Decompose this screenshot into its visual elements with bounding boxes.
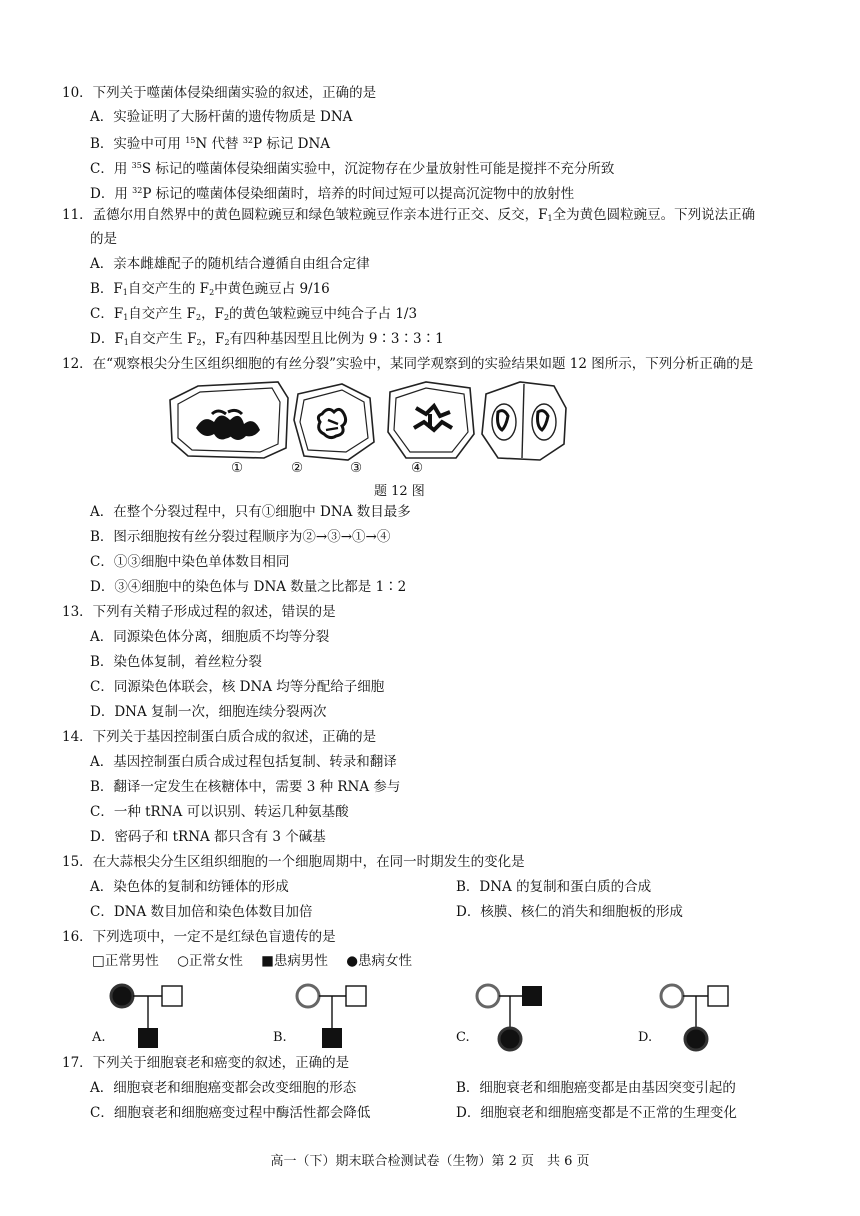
pedigree-label-b: B. bbox=[273, 1030, 287, 1045]
figure-caption: 题 12 图 bbox=[374, 484, 425, 499]
q10-option-d: D．用 $^{32}$P 标记的噬菌体侵染细菌时，培养的时间过短可以提高沉淀物中的放射性 bbox=[90, 186, 575, 202]
pedigree-b bbox=[290, 978, 370, 1052]
q12-option-c: C．①③细胞中染色单体数目相同 bbox=[90, 554, 290, 570]
pedigree-d bbox=[656, 978, 736, 1054]
legend-normal-male: □正常男性 bbox=[92, 953, 159, 969]
q14-stem: 14．下列关于基因控制蛋白质合成的叙述，正确的是 bbox=[62, 729, 377, 745]
q11-option-c: C．$F_1$自交产生 $F_2$，$F_2$的黄色皱粒豌豆中纯合子占 1/3 bbox=[90, 306, 418, 322]
q16-stem: 16．下列选项中，一定不是红绿色盲遗传的是 bbox=[62, 929, 336, 945]
q11-stem: 11．孟德尔用自然界中的黄色圆粒豌豆和绿色皱粒豌豆作亲本进行正交、反交，$F_1$全为黄色圆粒豌豆。下列说法正确 bbox=[62, 207, 756, 223]
pedigree-c bbox=[472, 978, 552, 1054]
q14-option-c: C．一种 tRNA 可以识别、转运几种氨基酸 bbox=[90, 804, 349, 820]
q17-option-a: A．细胞衰老和细胞癌变都会改变细胞的形态 bbox=[90, 1080, 357, 1096]
q12-option-b: B．图示细胞按有丝分裂过程顺序为②→③→①→④ bbox=[90, 529, 391, 545]
legend-normal-female: ○正常女性 bbox=[177, 953, 243, 969]
q12-option-a: A．在整个分裂过程中，只有①细胞中 DNA 数目最多 bbox=[90, 504, 411, 520]
legend-affected-female: ●患病女性 bbox=[346, 953, 412, 969]
q13-option-b: B．染色体复制，着丝粒分裂 bbox=[90, 654, 262, 670]
q11-stem-cont: 的是 bbox=[90, 231, 117, 247]
page-footer: 高一（下）期末联合检测试卷（生物）第 2 页 共 6 页 bbox=[270, 1154, 590, 1169]
q10-option-c: C．用 $^{35}$S 标记的噬菌体侵染细菌实验中，沉淀物存在少量放射性可能是搅拌不充分所致 bbox=[90, 161, 615, 177]
q15-stem: 15．在大蒜根尖分生区组织细胞的一个细胞周期中，在同一时期发生的变化是 bbox=[62, 854, 525, 870]
pedigree-a bbox=[104, 978, 184, 1052]
q11-option-d: D．$F_1$自交产生 $F_2$，$F_2$有四种基因型且比例为 9∶3∶3∶1 bbox=[90, 331, 444, 347]
q12-option-d: D．③④细胞中的染色体与 DNA 数量之比都是 1∶2 bbox=[90, 579, 407, 595]
q15-option-b: B．DNA 的复制和蛋白质的合成 bbox=[456, 879, 652, 895]
pedigree-label-a: A. bbox=[92, 1030, 106, 1045]
figure-label-3: ③ bbox=[350, 460, 363, 476]
legend-affected-male: ■患病男性 bbox=[261, 953, 328, 969]
q10-stem: 10．下列关于噬菌体侵染细菌实验的叙述，正确的是 bbox=[62, 85, 377, 101]
q14-option-b: B．翻译一定发生在核糖体中，需要 3 种 RNA 参与 bbox=[90, 779, 401, 795]
q10-option-a: A．实验证明了大肠杆菌的遗传物质是 DNA bbox=[90, 109, 353, 125]
q17-option-b: B．细胞衰老和细胞癌变都是由基因突变引起的 bbox=[456, 1080, 736, 1096]
q13-stem: 13．下列有关精子形成过程的叙述，错误的是 bbox=[62, 604, 336, 620]
q11-option-b: B．$F_1$自交产生的 $F_2$中黄色豌豆占 9/16 bbox=[90, 281, 330, 297]
q15-option-a: A．染色体的复制和纺锤体的形成 bbox=[90, 879, 289, 895]
q10-option-b: B．实验中可用 $^{15}$N 代替 $^{32}$P 标记 DNA bbox=[90, 136, 331, 152]
cell-4 bbox=[482, 382, 566, 460]
q17-stem: 17．下列关于细胞衰老和癌变的叙述，正确的是 bbox=[62, 1055, 350, 1071]
q13-option-d: D．DNA 复制一次，细胞连续分裂两次 bbox=[90, 704, 327, 720]
q14-option-d: D．密码子和 tRNA 都只含有 3 个碱基 bbox=[90, 829, 326, 845]
pedigree-label-d: D. bbox=[638, 1030, 653, 1045]
q12-stem: 12．在“观察根尖分生区组织细胞的有丝分裂”实验中，某同学观察到的实验结果如题 12 图所示，下列分析正确的是 bbox=[62, 356, 754, 372]
q13-option-a: A．同源染色体分离，细胞质不均等分裂 bbox=[90, 629, 330, 645]
cell-3 bbox=[388, 382, 474, 458]
mitosis-cells-figure bbox=[168, 378, 568, 464]
q17-option-c: C．细胞衰老和细胞癌变过程中酶活性都会降低 bbox=[90, 1105, 371, 1121]
pedigree-legend bbox=[92, 952, 426, 970]
cell-1 bbox=[170, 382, 288, 458]
q15-option-c: C．DNA 数目加倍和染色体数目加倍 bbox=[90, 904, 313, 920]
figure-label-4: ④ bbox=[411, 460, 424, 476]
q14-option-a: A．基因控制蛋白质合成过程包括复制、转录和翻译 bbox=[90, 754, 397, 770]
q15-option-d: D．核膜、核仁的消失和细胞板的形成 bbox=[456, 904, 683, 920]
cell-2 bbox=[294, 384, 374, 460]
q11-option-a: A．亲本雌雄配子的随机结合遵循自由组合定律 bbox=[90, 256, 370, 272]
q17-option-d: D．细胞衰老和细胞癌变都是不正常的生理变化 bbox=[456, 1105, 737, 1121]
pedigree-label-c: C. bbox=[456, 1030, 470, 1045]
figure-label-2: ② bbox=[291, 460, 304, 476]
q13-option-c: C．同源染色体联会，核 DNA 均等分配给子细胞 bbox=[90, 679, 385, 695]
figure-label-1: ① bbox=[231, 460, 244, 476]
